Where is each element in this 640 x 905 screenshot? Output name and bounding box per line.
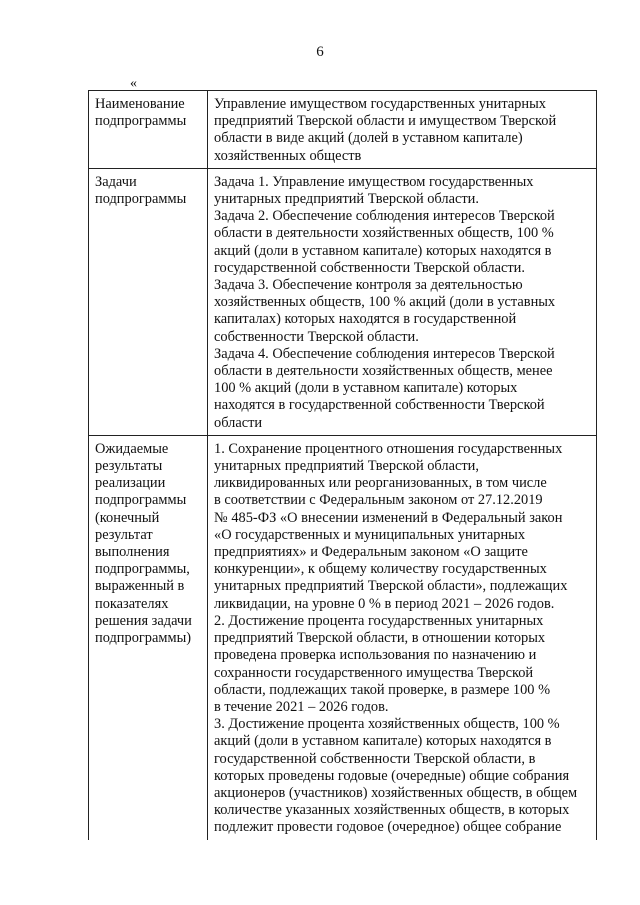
- label-line: выполнения: [95, 544, 170, 561]
- content-line: хозяйственных обществ, 100 % акций (доли в уставных: [214, 294, 556, 311]
- row-content-cell: [208, 435, 597, 839]
- label-line: выраженный в: [95, 578, 185, 595]
- label-line: подпрограммы: [95, 191, 187, 208]
- content-line: которых проведены годовые (очередные) общие собрания: [214, 767, 570, 784]
- content-line: акций (доли в уставном капитале) которых находятся в: [214, 733, 552, 750]
- row-label-cell: [89, 91, 208, 169]
- row-content-cell: [208, 91, 597, 169]
- subprogram-passport-table: [88, 90, 597, 840]
- content-line: подлежит провести годовое (очередное) общее собрание: [214, 819, 562, 836]
- row-subprogram-name: [89, 91, 597, 169]
- row-label-cell: [89, 435, 208, 839]
- content-line: Задача 4. Обеспечение соблюдения интересов Тверской: [214, 345, 555, 362]
- label-line: Наименование: [95, 96, 185, 112]
- opening-quote-mark: «: [130, 76, 137, 91]
- label-line: решения задачи: [95, 612, 192, 629]
- label-line: подпрограммы,: [95, 561, 190, 578]
- content-line: акционеров (участников) хозяйственных обществ, в общем: [214, 784, 578, 801]
- row-subprogram-tasks: [89, 168, 597, 435]
- content-line: проведена проверка использования по назначению и: [214, 647, 537, 664]
- content-line: ликвидированных или реорганизованных, в том числе: [214, 475, 547, 492]
- label-line: подпрограммы): [95, 630, 192, 647]
- content-line: конкуренции», к общему количеству государственных: [214, 561, 547, 578]
- content-line: 100 % акций (доли в уставном капитале) которых: [214, 380, 518, 397]
- content-line: Управление имуществом государственных унитарных: [214, 96, 546, 112]
- content-line: Задача 3. Обеспечение контроля за деятельностью: [214, 277, 523, 294]
- content-line: 3. Достижение процента хозяйственных обществ, 100 %: [214, 716, 560, 733]
- content-line: в соответствии с Федеральным законом от 27.12.2019: [214, 492, 543, 509]
- row-expected-results: [89, 435, 597, 839]
- content-line: области в деятельности хозяйственных обществ, менее: [214, 363, 553, 380]
- content-line: области в виде акций (долей в уставном капитале): [214, 130, 523, 147]
- label-line: Ожидаемые: [95, 440, 169, 457]
- content-line: хозяйственных обществ: [214, 147, 362, 164]
- label-line: результаты: [95, 458, 163, 475]
- content-line: предприятиях» и Федеральным законом «О защите: [214, 544, 528, 561]
- page-number: 6: [316, 44, 324, 60]
- content-line: капиталах) которых находятся в государственной: [214, 311, 517, 328]
- label-line: результат: [95, 526, 153, 543]
- label-line: (конечный: [95, 509, 160, 526]
- content-line: области: [214, 414, 263, 431]
- content-line: сохранности государственного имущества Тверской: [214, 664, 534, 681]
- row-content-cell: [208, 168, 597, 435]
- content-line: области, подлежащих такой проверке, в размере 100 %: [214, 681, 551, 698]
- content-line: 1. Сохранение процентного отношения государственных: [214, 440, 563, 457]
- content-line: находятся в государственной собственности Тверской: [214, 397, 545, 414]
- row-label-cell: [89, 168, 208, 435]
- label-line: реализации: [95, 475, 166, 492]
- content-line: предприятий Тверской области, в отношении которых: [214, 630, 546, 647]
- content-line: унитарных предприятий Тверской области», подлежащих: [214, 578, 568, 595]
- content-line: унитарных предприятий Тверской области.: [214, 191, 479, 208]
- label-line: подпрограммы: [95, 492, 187, 509]
- content-line: № 485-ФЗ «О внесении изменений в Федеральный закон: [214, 509, 563, 526]
- content-line: унитарных предприятий Тверской области,: [214, 458, 479, 475]
- label-line: Задачи: [95, 173, 137, 190]
- content-line: области в деятельности хозяйственных обществ, 100 %: [214, 225, 554, 242]
- content-line: ликвидации, на уровне 0 % в период 2021 – 2026 годов.: [214, 595, 555, 612]
- content-line: 2. Достижение процента государственных унитарных: [214, 612, 544, 629]
- content-line: количестве указанных хозяйственных обществ, в которых: [214, 802, 570, 819]
- content-line: государственной собственности Тверской области.: [214, 259, 525, 276]
- content-line: государственной собственности Тверской области, в: [214, 750, 536, 767]
- content-line: собственности Тверской области.: [214, 328, 419, 345]
- content-line: акций (доли в уставном капитале) которых находятся в: [214, 242, 552, 259]
- content-line: предприятий Тверской области и имуществом Тверской: [214, 113, 557, 130]
- content-line: «О государственных и муниципальных унитарных: [214, 526, 526, 543]
- label-line: подпрограммы: [95, 113, 187, 130]
- label-line: показателях: [95, 595, 169, 612]
- content-line: в течение 2021 – 2026 годов.: [214, 698, 389, 715]
- content-line: Задача 1. Управление имуществом государственных: [214, 173, 534, 190]
- content-line: Задача 2. Обеспечение соблюдения интересов Тверской: [214, 208, 555, 225]
